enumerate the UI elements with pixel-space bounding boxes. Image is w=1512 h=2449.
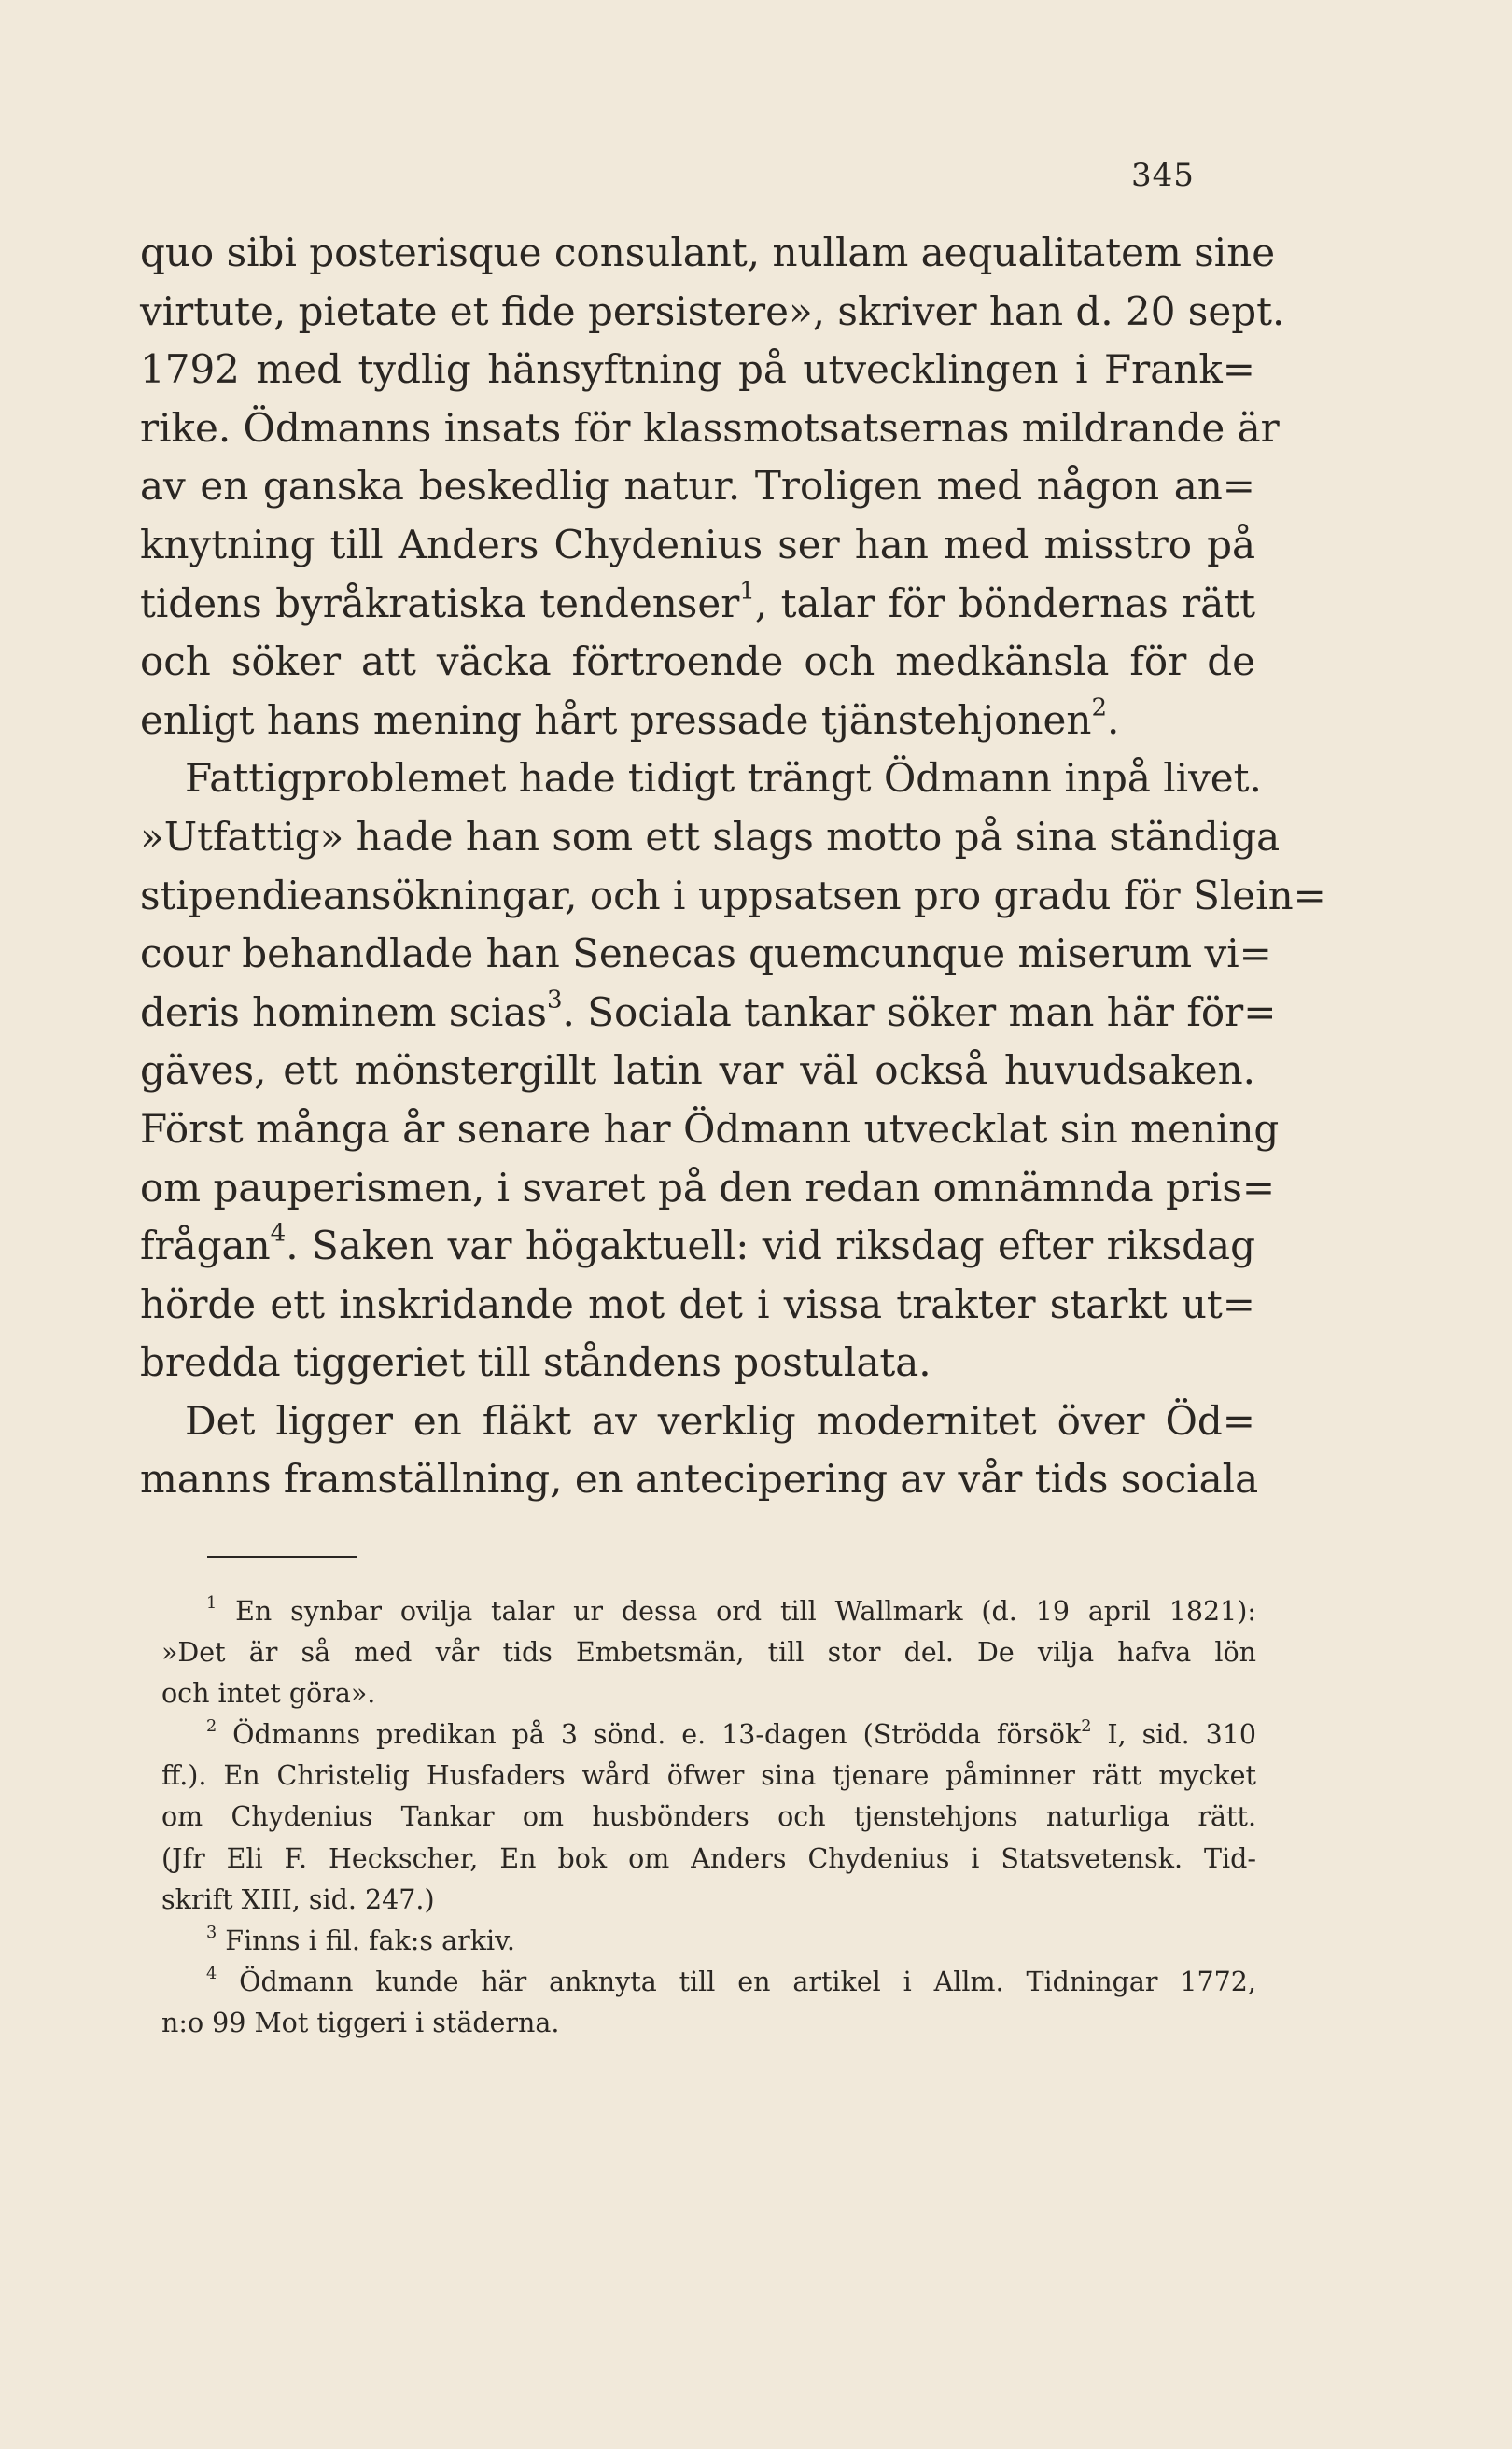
body-line: gäves, ett mönstergillt latin var väl också huvudsaken. [140, 1047, 1255, 1094]
footnote-marker: 3 [206, 1923, 217, 1942]
body-line: knytning till Anders Chydenius ser han med misstro på [140, 521, 1255, 567]
footnote-reference: 3 [546, 986, 563, 1015]
superscript: 2 [1081, 1717, 1092, 1737]
footnote-line: »Det är så med vår tids Embetsmän, till stor del. De vilja hafva lön [161, 1637, 1256, 1669]
body-line: rike. Ödmanns insats för klassmotsatsernas mildrande är [140, 404, 1280, 451]
footnote-reference: 4 [270, 1219, 287, 1248]
body-line: frågan$^4$. Saken var högaktuell: vid riksdag efter riksdag [140, 1219, 1255, 1269]
body-line: quo sibi posterisque consulant, nullam aequalitatem sine [140, 230, 1276, 275]
body-line: 1792 med tydlig hänsyftning på utvecklingen i Frank= [140, 346, 1255, 393]
body-line: Först många år senare har Ödmann utvecklat sin mening [140, 1105, 1280, 1152]
body-line: »Utfattig» hade han som ett slags motto på sina ständiga [140, 813, 1281, 860]
body-line: hörde ett inskridande mot det i vissa trakter starkt ut= [140, 1280, 1255, 1327]
body-line: Det ligger en fläkt av verklig modernitet över Öd= [185, 1397, 1255, 1444]
footnotes [161, 1591, 1256, 2044]
footnote-reference: 2 [1091, 693, 1107, 722]
body-text [140, 224, 1326, 1509]
body-line: av en ganska beskedlig natur. Troligen med någon an= [140, 463, 1255, 510]
footnote-marker: 2 [206, 1717, 217, 1737]
footnote-line: $^3$ Finns i fil. fak:s arkiv. [206, 1923, 515, 1956]
footnote-rule [207, 1556, 357, 1558]
body-line: enligt hans mening hårt pressade tjänstehjonen$^2$. [140, 693, 1120, 743]
footnote-line: $^2$ Ödmanns predikan på 3 sönd. e. 13-dagen (Strödda försök$^2$ I, sid. 310 [206, 1717, 1256, 1751]
body-line: virtute, pietate et fide persistere», skriver han d. 20 sept. [140, 287, 1285, 334]
footnote-marker: 1 [206, 1593, 217, 1613]
body-line: stipendieansökningar, och i uppsatsen pro gradu för Slein= [140, 872, 1326, 918]
body-line: manns framställning, en antecipering av vår tids sociala [140, 1456, 1259, 1503]
body-line: deris hominem scias$^3$. Sociala tankar söker man här för= [140, 986, 1277, 1035]
body-line: tidens byråkratiska tendenser$^1$, talar för böndernas rätt [140, 577, 1255, 626]
footnote-line: $^1$ En synbar ovilja talar ur dessa ord till Wallmark (d. 19 april 1821): [206, 1593, 1257, 1627]
body-line: bredda tiggeriet till ståndens postulata. [140, 1339, 931, 1386]
body-line: Fattigproblemet hade tidigt trängt Ödmann inpå livet. [185, 755, 1262, 802]
footnote-line: $^4$ Ödmann kunde här anknyta till en artikel i Allm. Tidningar 1772, [206, 1964, 1256, 1997]
footnote-line: om Chydenius Tankar om husbönders och tjenstehjons naturliga rätt. [161, 1801, 1256, 1833]
footnote-line: (Jfr Eli F. Heckscher, En bok om Anders Chydenius i Statsvetensk. Tid- [161, 1842, 1256, 1874]
footnote-line: och intet göra». [161, 1678, 376, 1710]
body-line: om pauperismen, i svaret på den redan omnämnda pris= [140, 1164, 1276, 1211]
body-line: cour behandlade han Senecas quemcunque miserum vi= [140, 931, 1272, 977]
footnote-reference: 1 [739, 577, 755, 606]
footnote-line: ff.). En Christelig Husfaders wård öfwer sina tjenare påminner rätt mycket [161, 1760, 1256, 1792]
body-line: och söker att väcka förtroende och medkänsla för de [140, 638, 1255, 685]
footnote-line: skrift XIII, sid. 247.) [161, 1883, 435, 1915]
footnote-marker: 4 [206, 1964, 217, 1983]
page-number: 345 [1131, 157, 1195, 194]
footnote-line: n:o 99 Mot tiggeri i städerna. [161, 2007, 560, 2038]
